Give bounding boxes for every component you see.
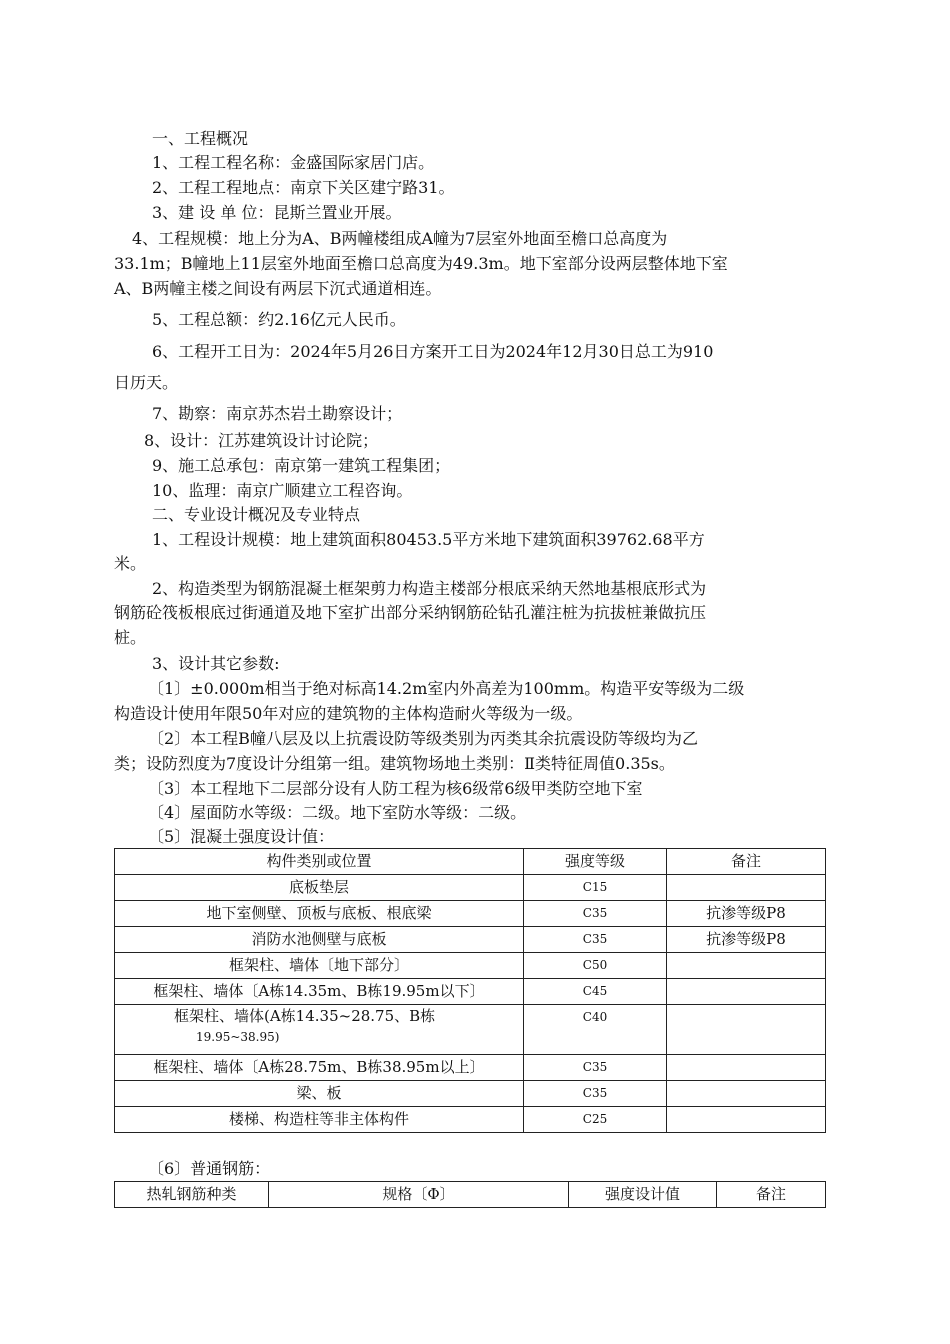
table-row [115,953,826,979]
cell-note [667,953,826,979]
overview-item-7: 7、勘察：南京苏杰岩土勘察设计； [152,404,403,423]
overview-item-4-line-1: 4、工程规模：地上分为A、B两幢楼组成A幢为7层室外地面至檐口总高度为 [132,229,668,248]
overview-item-5: 5、工程总额：约2.16亿元人民币。 [152,310,406,329]
header-grade: 强度等级 [524,849,667,875]
table-row [115,927,826,953]
cell-part: 框架柱、墙体〔地下部分〕 [115,953,524,979]
overview-item-1: 1、工程工程名称：金盛国际家居门店。 [152,153,435,172]
table-header-row [115,849,826,875]
design-item-1-line-2: 米。 [114,554,147,573]
overview-item-6-line-2: 日历天。 [114,373,179,392]
param-4: 〔4〕屋面防水等级：二级。地下室防水等级：二级。 [148,803,527,822]
cell-grade: C15 [524,875,667,901]
cell-note [667,1107,826,1133]
table-row [115,1107,826,1133]
cell-part: 消防水池侧壁与底板 [115,927,524,953]
overview-item-4-line-2: 33.1m；B幢地上11层室外地面至檐口总高度为49.3m。地下室部分设两层整体地下室 [114,254,728,273]
overview-item-4-line-3: A、B两幢主楼之间设有两层下沉式通道相连。 [114,279,442,298]
cell-note [667,1005,826,1055]
cell-part: 框架柱、墙体〔A栋28.75m、B栋38.95m以上〕 [115,1055,524,1081]
cell-part: 梁、板 [115,1081,524,1107]
cell-grade: C35 [524,1055,667,1081]
cell-note: 抗渗等级P8 [667,927,826,953]
table-row [115,1005,826,1055]
design-item-2-line-3: 桩。 [114,628,147,647]
param-2-line-1: 〔2〕本工程B幢八层及以上抗震设防等级类别为丙类其余抗震设防等级均为乙 [148,729,698,748]
cell-note: 抗渗等级P8 [667,901,826,927]
cell-part: 框架柱、墙体〔A栋14.35m、B栋19.95m以下〕 [115,979,524,1005]
table-row [115,1081,826,1107]
design-item-2-line-1: 2、构造类型为钢筋混凝土框架剪力构造主楼部分根底采纳天然地基根底形式为 [152,579,707,598]
table-row [115,875,826,901]
param-2-line-2: 类；设防烈度为7度设计分组第一组。建筑物场地土类别：Ⅱ类特征周值0.35s。 [114,754,675,773]
cell-grade: C50 [524,953,667,979]
overview-item-10: 10、监理：南京广顺建立工程咨询。 [152,481,413,500]
overview-item-2: 2、工程工程地点：南京下关区建宁路31。 [152,178,455,197]
param-5: 〔5〕混凝土强度设计值： [148,827,335,846]
param-3: 〔3〕本工程地下二层部分设有人防工程为核6级常6级甲类防空地下室 [148,779,643,798]
rebar-table [114,1181,826,1208]
overview-item-8: 8、设计：江苏建筑设计讨论院； [144,431,379,450]
param-6: 〔6〕普通钢筋： [148,1159,271,1178]
design-item-3: 3、设计其它参数: [152,654,280,673]
table-row [115,901,826,927]
overview-item-9: 9、施工总承包：南京第一建筑工程集团； [152,456,451,475]
cell-grade: C40 [524,1005,667,1055]
design-item-1-line-1: 1、工程设计规模：地上建筑面积80453.5平方米地下建筑面积39762.68平方 [152,530,705,549]
param-1-line-2: 构造设计使用年限50年对应的建筑物的主体构造耐火等级为一级。 [114,704,583,723]
overview-item-6-line-1: 6、工程开工日为：2024年5月26日方案开工日为2024年12月30日总工为910 [152,342,714,361]
cell-part-multiline [115,1005,524,1055]
header-rebar-type: 热轧钢筋种类 [115,1182,269,1208]
section-title-design: 二、专业设计概况及专业特点 [152,505,361,524]
header-spec: 规格〔Φ〕 [269,1182,569,1208]
header-note: 备注 [667,849,826,875]
cell-grade: C35 [524,927,667,953]
concrete-strength-table [114,848,826,1133]
header-note: 备注 [717,1182,826,1208]
section-title-overview: 一、工程概况 [152,129,249,148]
header-part: 构件类别或位置 [115,849,524,875]
cell-note [667,875,826,901]
cell-part-line-2: 19.95~38.95) [196,1030,280,1045]
cell-part: 楼梯、构造柱等非主体构件 [115,1107,524,1133]
cell-note [667,1055,826,1081]
overview-item-3: 3、建 设 单 位：昆斯兰置业开展。 [152,203,402,222]
table-row [115,1055,826,1081]
header-strength: 强度设计值 [569,1182,717,1208]
cell-grade: C35 [524,1081,667,1107]
cell-grade: C45 [524,979,667,1005]
cell-grade: C25 [524,1107,667,1133]
cell-note [667,1081,826,1107]
param-1-line-1: 〔1〕±0.000m相当于绝对标高14.2m室内外高差为100mm。构造平安等级为二级 [148,679,745,698]
table-header-row [115,1182,826,1208]
cell-note [667,979,826,1005]
cell-grade: C35 [524,901,667,927]
design-item-2-line-2: 钢筋砼筏板根底过街通道及地下室扩出部分采纳钢筋砼钻孔灌注桩为抗拔桩兼做抗压 [114,603,707,622]
cell-part-line-1: 框架柱、墙体(A栋14.35~28.75、B栋 [174,1007,436,1025]
cell-part: 地下室侧壁、顶板与底板、根底梁 [115,901,524,927]
table-row [115,979,826,1005]
cell-part: 底板垫层 [115,875,524,901]
